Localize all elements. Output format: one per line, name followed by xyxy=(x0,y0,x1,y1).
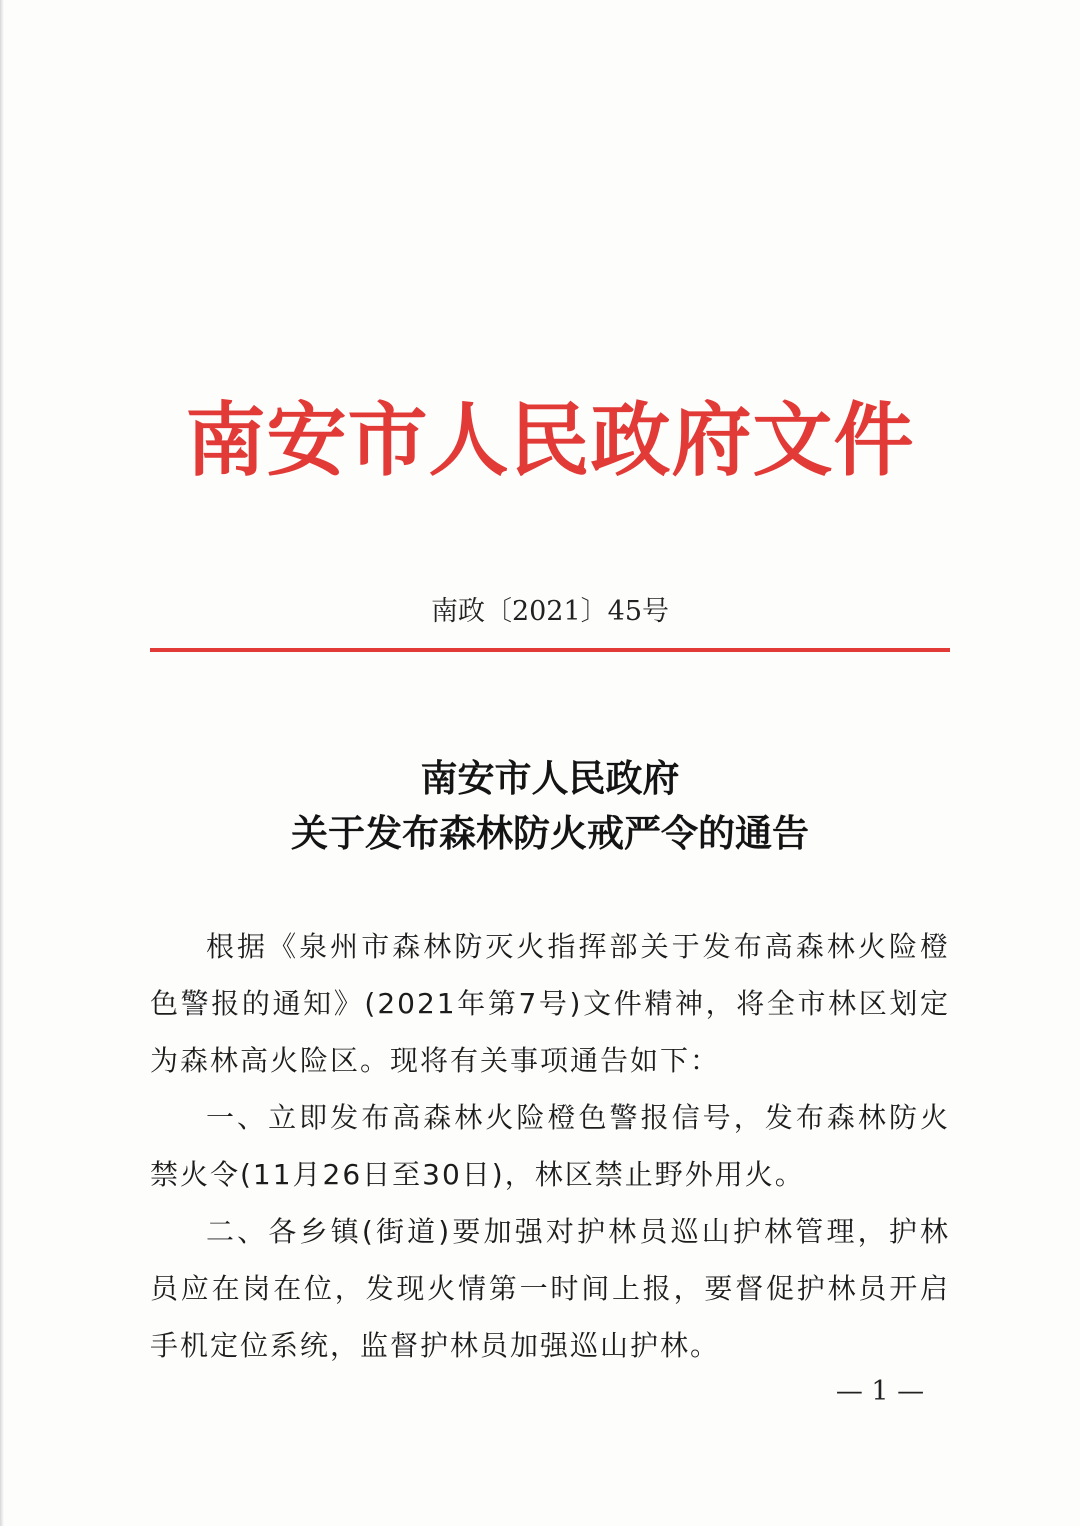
notice-body xyxy=(150,918,950,1374)
body-paragraph-item-1: 一、立即发布高森林火险橙色警报信号，发布森林防火禁火令(11月26日至30日)，林区禁止野外用火。 xyxy=(150,1101,950,1191)
notice-title-line-1: 南安市人民政府 xyxy=(420,756,680,800)
document-number: 南政〔2021〕45号 xyxy=(430,596,670,627)
page-number: — 1 — xyxy=(835,1376,925,1407)
body-paragraph-item-2: 二、各乡镇(街道)要加强对护林员巡山护林管理，护林员应在岗在位，发现火情第一时间上报，要督促护林员开启手机定位系统，监督护林员加强巡山护林。 xyxy=(150,1215,950,1362)
notice-title-line-2: 关于发布森林防火戒严令的通告 xyxy=(291,811,809,855)
red-masthead-title: 南安市人民政府文件 xyxy=(185,393,915,487)
scan-edge-shadow xyxy=(0,0,4,1526)
body-paragraph-intro: 根据《泉州市森林防灭火指挥部关于发布高森林火险橙色警报的通知》(2021年第7号)文件精神，将全市林区划定为森林高火险区。现将有关事项通告如下： xyxy=(150,930,950,1077)
red-divider-line xyxy=(150,648,950,652)
